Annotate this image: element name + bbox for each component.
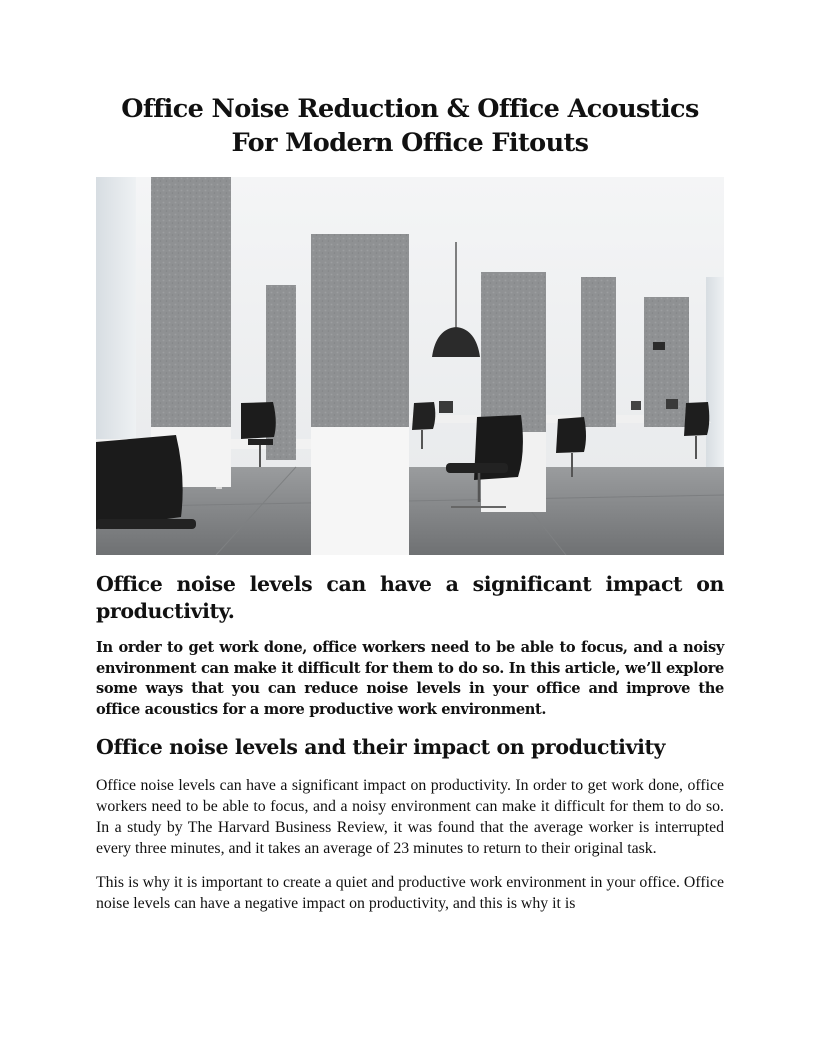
office-photo — [96, 177, 724, 555]
document-page — [96, 92, 724, 914]
title-line-1: Office Noise Reduction & Office Acoustics — [121, 94, 699, 124]
section-heading-2: Office noise levels and their impact on productivity — [96, 735, 666, 759]
lead-paragraph: In order to get work done, office workers need to be able to focus, and a noisy environment can make it difficult for them to do so. In this article, we’ll explore some ways that you can reduce noise levels in your office and improve the office acoustics for a more productive work environment. — [96, 639, 724, 718]
page-title — [96, 92, 724, 160]
body-paragraph-2: This is why it is important to create a quiet and productive work environment in your office. Office noise levels can have a negative impact on productivity, and this is why it is — [96, 874, 724, 912]
body-paragraph-1: Office noise levels can have a significant impact on productivity. In order to get work done, office workers need to be able to focus, and a noisy environment can make it difficult for them to do so. In a study by The Harvard Business Review, it was found that the average worker is interrupted every three minutes, and it takes an average of 23 minutes to return to their original task. — [96, 777, 724, 857]
section-heading-1: Office noise levels can have a significant impact on productivity. — [96, 572, 724, 623]
title-line-2: For Modern Office Fitouts — [231, 128, 589, 158]
